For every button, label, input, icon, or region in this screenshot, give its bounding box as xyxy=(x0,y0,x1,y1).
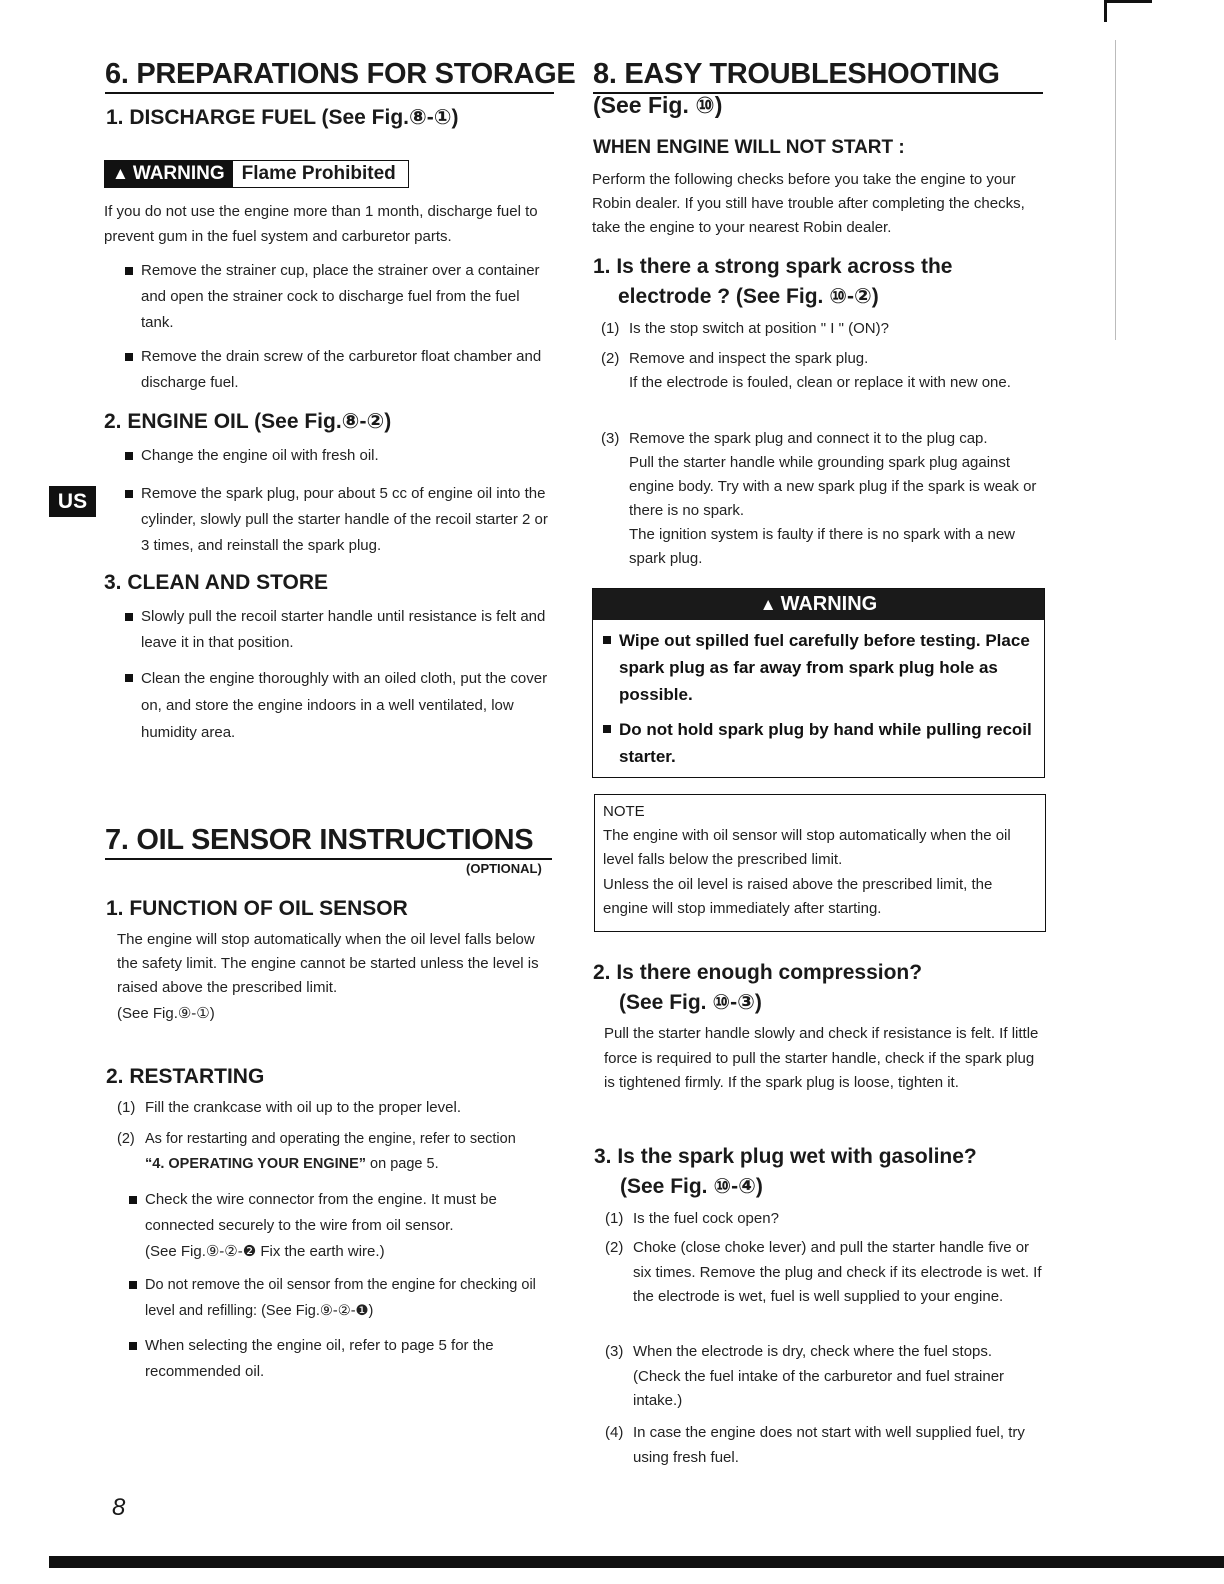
warning-triangle-icon: ▲ xyxy=(112,164,129,183)
list-item: When selecting the engine oil, refer to page 5 for the recommended oil. xyxy=(145,1333,559,1385)
list-item: (1) Fill the crankcase with oil up to the proper level. xyxy=(117,1099,461,1116)
oil-sensor-function-heading: 1. FUNCTION OF OIL SENSOR xyxy=(106,897,408,920)
list-item: (3) Remove the spark plug and connect it to the plug cap. Pull the starter handle while grounding spark plug against engine body. Try with a new spark plug if the spark is weak or there is no spark. The ignition system is faulty if there is no spark with a new spark plug. xyxy=(601,430,1037,567)
flame-prohibited-label: Flame Prohibited xyxy=(229,160,409,188)
page-edge-line xyxy=(1115,40,1116,340)
q1-heading: 1. Is there a strong spark across the electrode ? (See Fig. ⑩-②) xyxy=(593,255,953,308)
list-item: Remove the strainer cup, place the strainer over a container and open the strainer cock to discharge fuel from the fuel tank. xyxy=(141,258,555,336)
note-title: NOTE xyxy=(603,803,645,820)
list-item: Change the engine oil with fresh oil. xyxy=(141,443,555,469)
list-item: (2) Choke (close choke lever) and pull the starter handle five or six times. Remove the plug and check if its electrode is wet. If the electrode is wet, fuel is well supplied to your engine. xyxy=(605,1239,1042,1305)
language-tab: US xyxy=(49,486,96,517)
section-8-title: 8. EASY TROUBLESHOOTING xyxy=(593,56,1043,94)
restarting-heading: 2. RESTARTING xyxy=(106,1065,265,1088)
list-item: Check the wire connector from the engine. It must be connected securely to the wire from oil sensor. (See Fig.⑨-②-❷ Fix the earth wire.) xyxy=(145,1187,559,1265)
warning-triangle-icon: ▲ xyxy=(759,595,777,614)
list-item: (2) As for restarting and operating the engine, refer to section “4. OPERATING YOUR ENGINE” on page 5. xyxy=(117,1131,516,1172)
q2-body: Pull the starter handle slowly and check if resistance is felt. If little force is required to pull the starter handle, check if the spark plug is tightened firmly. If the spark plug is loose, tighten it. xyxy=(604,1025,1039,1091)
oil-sensor-note-box xyxy=(594,794,1046,932)
note-line: The engine with oil sensor will stop automatically when the oil level falls below the prescribed limit. xyxy=(603,827,1011,868)
oil-sensor-function-body: The engine will stop automatically when the oil level falls below the safety limit. The engine cannot be started unless the level is raised above the prescribed limit. xyxy=(117,931,539,996)
page-corner-mark-vertical xyxy=(1104,0,1107,22)
list-item: (3) When the electrode is dry, check where the fuel stops. (Check the fuel intake of the carburetor and fuel strainer intake.) xyxy=(605,1343,1005,1409)
spark-warning-title: ▲ WARNING xyxy=(593,589,1044,620)
engine-not-start-heading: WHEN ENGINE WILL NOT START : xyxy=(593,137,905,158)
flame-warning-label xyxy=(104,160,409,188)
optional-label: (OPTIONAL) xyxy=(466,861,542,876)
clean-store-heading: 3. CLEAN AND STORE xyxy=(104,571,329,594)
spark-warning-box xyxy=(592,588,1045,778)
troubleshooting-intro: Perform the following checks before you take the engine to your Robin dealer. If you still have trouble after completing the checks, take the engine to your nearest Robin dealer. xyxy=(592,171,1025,236)
list-item: Remove the spark plug, pour about 5 cc of engine oil into the cylinder, slowly pull the starter handle of the recoil starter 2 or 3 times, and reinstall the spark plug. xyxy=(141,481,555,559)
oil-sensor-function-ref: (See Fig.⑨-①) xyxy=(117,1005,215,1022)
discharge-fuel-body: If you do not use the engine more than 1 month, discharge fuel to prevent gum in the fuel system and carburetor parts. xyxy=(104,203,538,245)
section-8-fig-ref: (See Fig. ⑩) xyxy=(593,92,723,118)
q2-heading: 2. Is there enough compression? (See Fig. ⑩-③) xyxy=(593,961,923,1014)
list-item: Slowly pull the recoil starter handle until resistance is felt and leave it in that position. xyxy=(141,604,555,656)
section-7-title: 7. OIL SENSOR INSTRUCTIONS xyxy=(105,822,552,860)
page-corner-mark xyxy=(1104,0,1152,3)
list-item: (2) Remove and inspect the spark plug. If the electrode is fouled, clean or replace it with new one. xyxy=(601,350,1011,391)
note-line: Unless the oil level is raised above the prescribed limit, the engine will stop immediately after starting. xyxy=(603,876,993,917)
list-item: (4) In case the engine does not start with well supplied fuel, try using fresh fuel. xyxy=(605,1424,1025,1466)
bottom-rule xyxy=(49,1556,1224,1568)
list-item: Clean the engine thoroughly with an oiled cloth, put the cover on, and store the engine indoors in a well ventilated, low humidity area. xyxy=(141,665,555,746)
list-item: (1) Is the stop switch at position " I " (ON)? xyxy=(601,320,889,337)
q3-heading: 3. Is the spark plug wet with gasoline? (See Fig. ⑩-④) xyxy=(594,1145,977,1198)
list-item: Do not remove the oil sensor from the engine for checking oil level and refilling: (See Fig.⑨-②-❶) xyxy=(145,1272,561,1324)
warning-tag: ▲ WARNING xyxy=(104,160,233,188)
page-number: 8 xyxy=(112,1494,126,1521)
list-item: Remove the drain screw of the carburetor float chamber and discharge fuel. xyxy=(141,344,555,396)
list-item: (1) Is the fuel cock open? xyxy=(605,1210,779,1227)
engine-oil-heading: 2. ENGINE OIL (See Fig.⑧-②) xyxy=(104,410,392,433)
list-item: Do not hold spark plug by hand while pulling recoil starter. xyxy=(619,716,1037,770)
discharge-fuel-heading: 1. DISCHARGE FUEL (See Fig.⑧-①) xyxy=(106,106,459,129)
list-item: Wipe out spilled fuel carefully before testing. Place spark plug as far away from spark plug hole as possible. xyxy=(619,627,1037,708)
section-6-title: 6. PREPARATIONS FOR STORAGE xyxy=(105,56,554,94)
